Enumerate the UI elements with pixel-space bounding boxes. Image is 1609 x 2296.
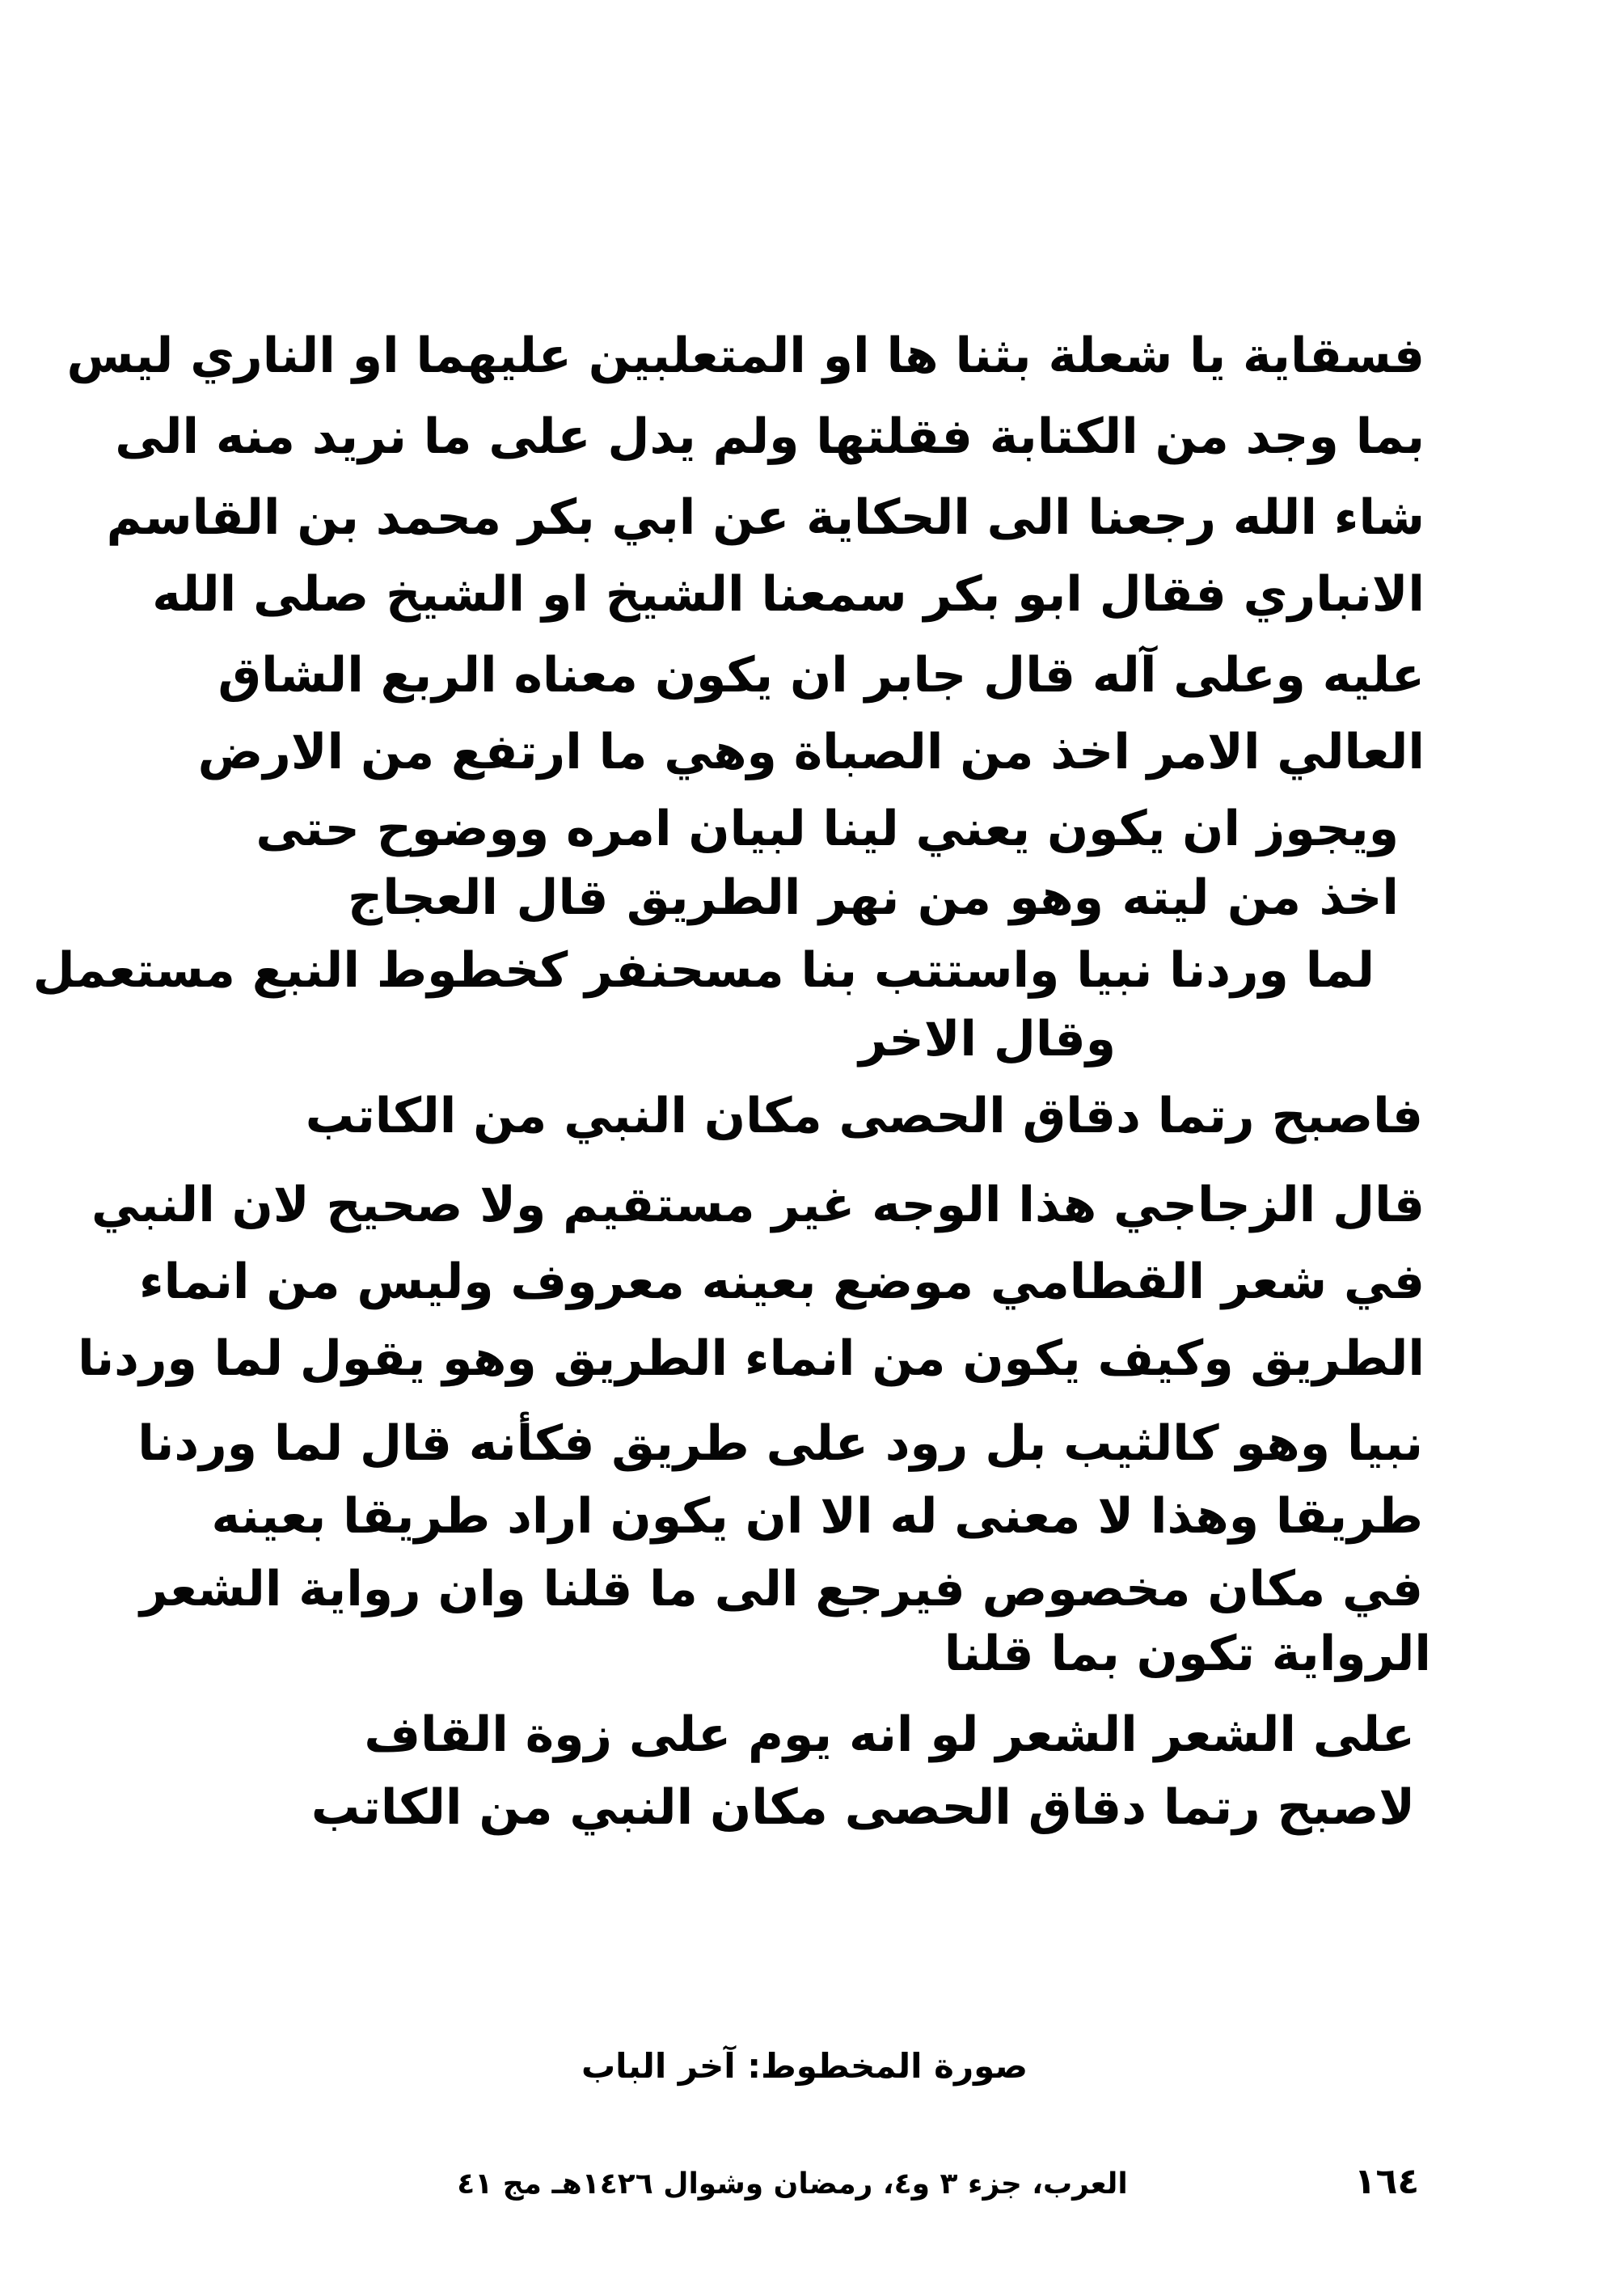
manuscript-line: لاصبح رتما دقاق الحصى مكان النبي من الكاتب bbox=[310, 1779, 1415, 1836]
journal-footer: العرب، جزء ٣ و٤، رمضان وشوال ١٤٢٦هـ مج ٤١ bbox=[457, 2167, 1128, 2201]
manuscript-line: وقال الاخر bbox=[859, 1011, 1116, 1068]
manuscript-line: على الشعر الشعر لو انه يوم على زوة القاف bbox=[364, 1706, 1415, 1763]
manuscript-line: الطريق وكيف يكون من انماء الطريق وهو يقول لما وردنا bbox=[78, 1330, 1425, 1387]
manuscript-line: الانباري فقال ابو بكر سمعنا الشيخ او الشيخ صلى الله bbox=[152, 566, 1425, 623]
manuscript-line: فاصبح رتما دقاق الحصى مكان النبي من الكاتب bbox=[305, 1088, 1423, 1144]
manuscript-line: فسقاية يا شعلة بثنا ها او المتعلبين عليهما او الناري ليس bbox=[66, 328, 1425, 384]
manuscript-line: عليه وعلى آله قال جابر ان يكون معناه الربع الشاق bbox=[217, 647, 1425, 704]
manuscript-line: قال الزجاجي هذا الوجه غير مستقيم ولا صحيح لان النبي bbox=[91, 1177, 1425, 1233]
manuscript-line: اخذ من ليته وهو من نهر الطريق قال العجاج bbox=[348, 869, 1399, 926]
manuscript-line: ويجوز ان يكون يعني لينا لبيان امره ووضوح حتى bbox=[255, 801, 1399, 857]
manuscript-line: في مكان مخصوص فيرجع الى ما قلنا وان رواية الشعر bbox=[140, 1561, 1423, 1617]
manuscript-line: الرواية تكون بما قلنا bbox=[944, 1626, 1431, 1682]
figure-caption: صورة المخطوط: آخر الباب bbox=[581, 2046, 1028, 2086]
manuscript-line: نبيا وهو كالثيب بل رود على طريق فكأنه قال لما وردنا bbox=[137, 1415, 1423, 1472]
manuscript-line: بما وجد من الكتابة فقلتها ولم يدل على ما نريد منه الى bbox=[115, 408, 1425, 465]
page-number: ١٦٤ bbox=[1354, 2161, 1420, 2202]
manuscript-line: في شعر القطامي موضع بعينه معروف وليس من انماء bbox=[138, 1254, 1425, 1310]
manuscript-line: طريقا وهذا لا معنى له الا ان يكون اراد طريقا بعينه bbox=[211, 1488, 1423, 1545]
manuscript-line: لما وردنا نبيا واستتب بنا مسحنفر كخطوط النبع مستعمل bbox=[32, 942, 1375, 999]
manuscript-line: العالي الامر اخذ من الصباة وهي ما ارتفع من الارض bbox=[197, 724, 1425, 780]
manuscript-line: شاء الله رجعنا الى الحكاية عن ابي بكر محمد بن القاسم bbox=[106, 489, 1425, 546]
